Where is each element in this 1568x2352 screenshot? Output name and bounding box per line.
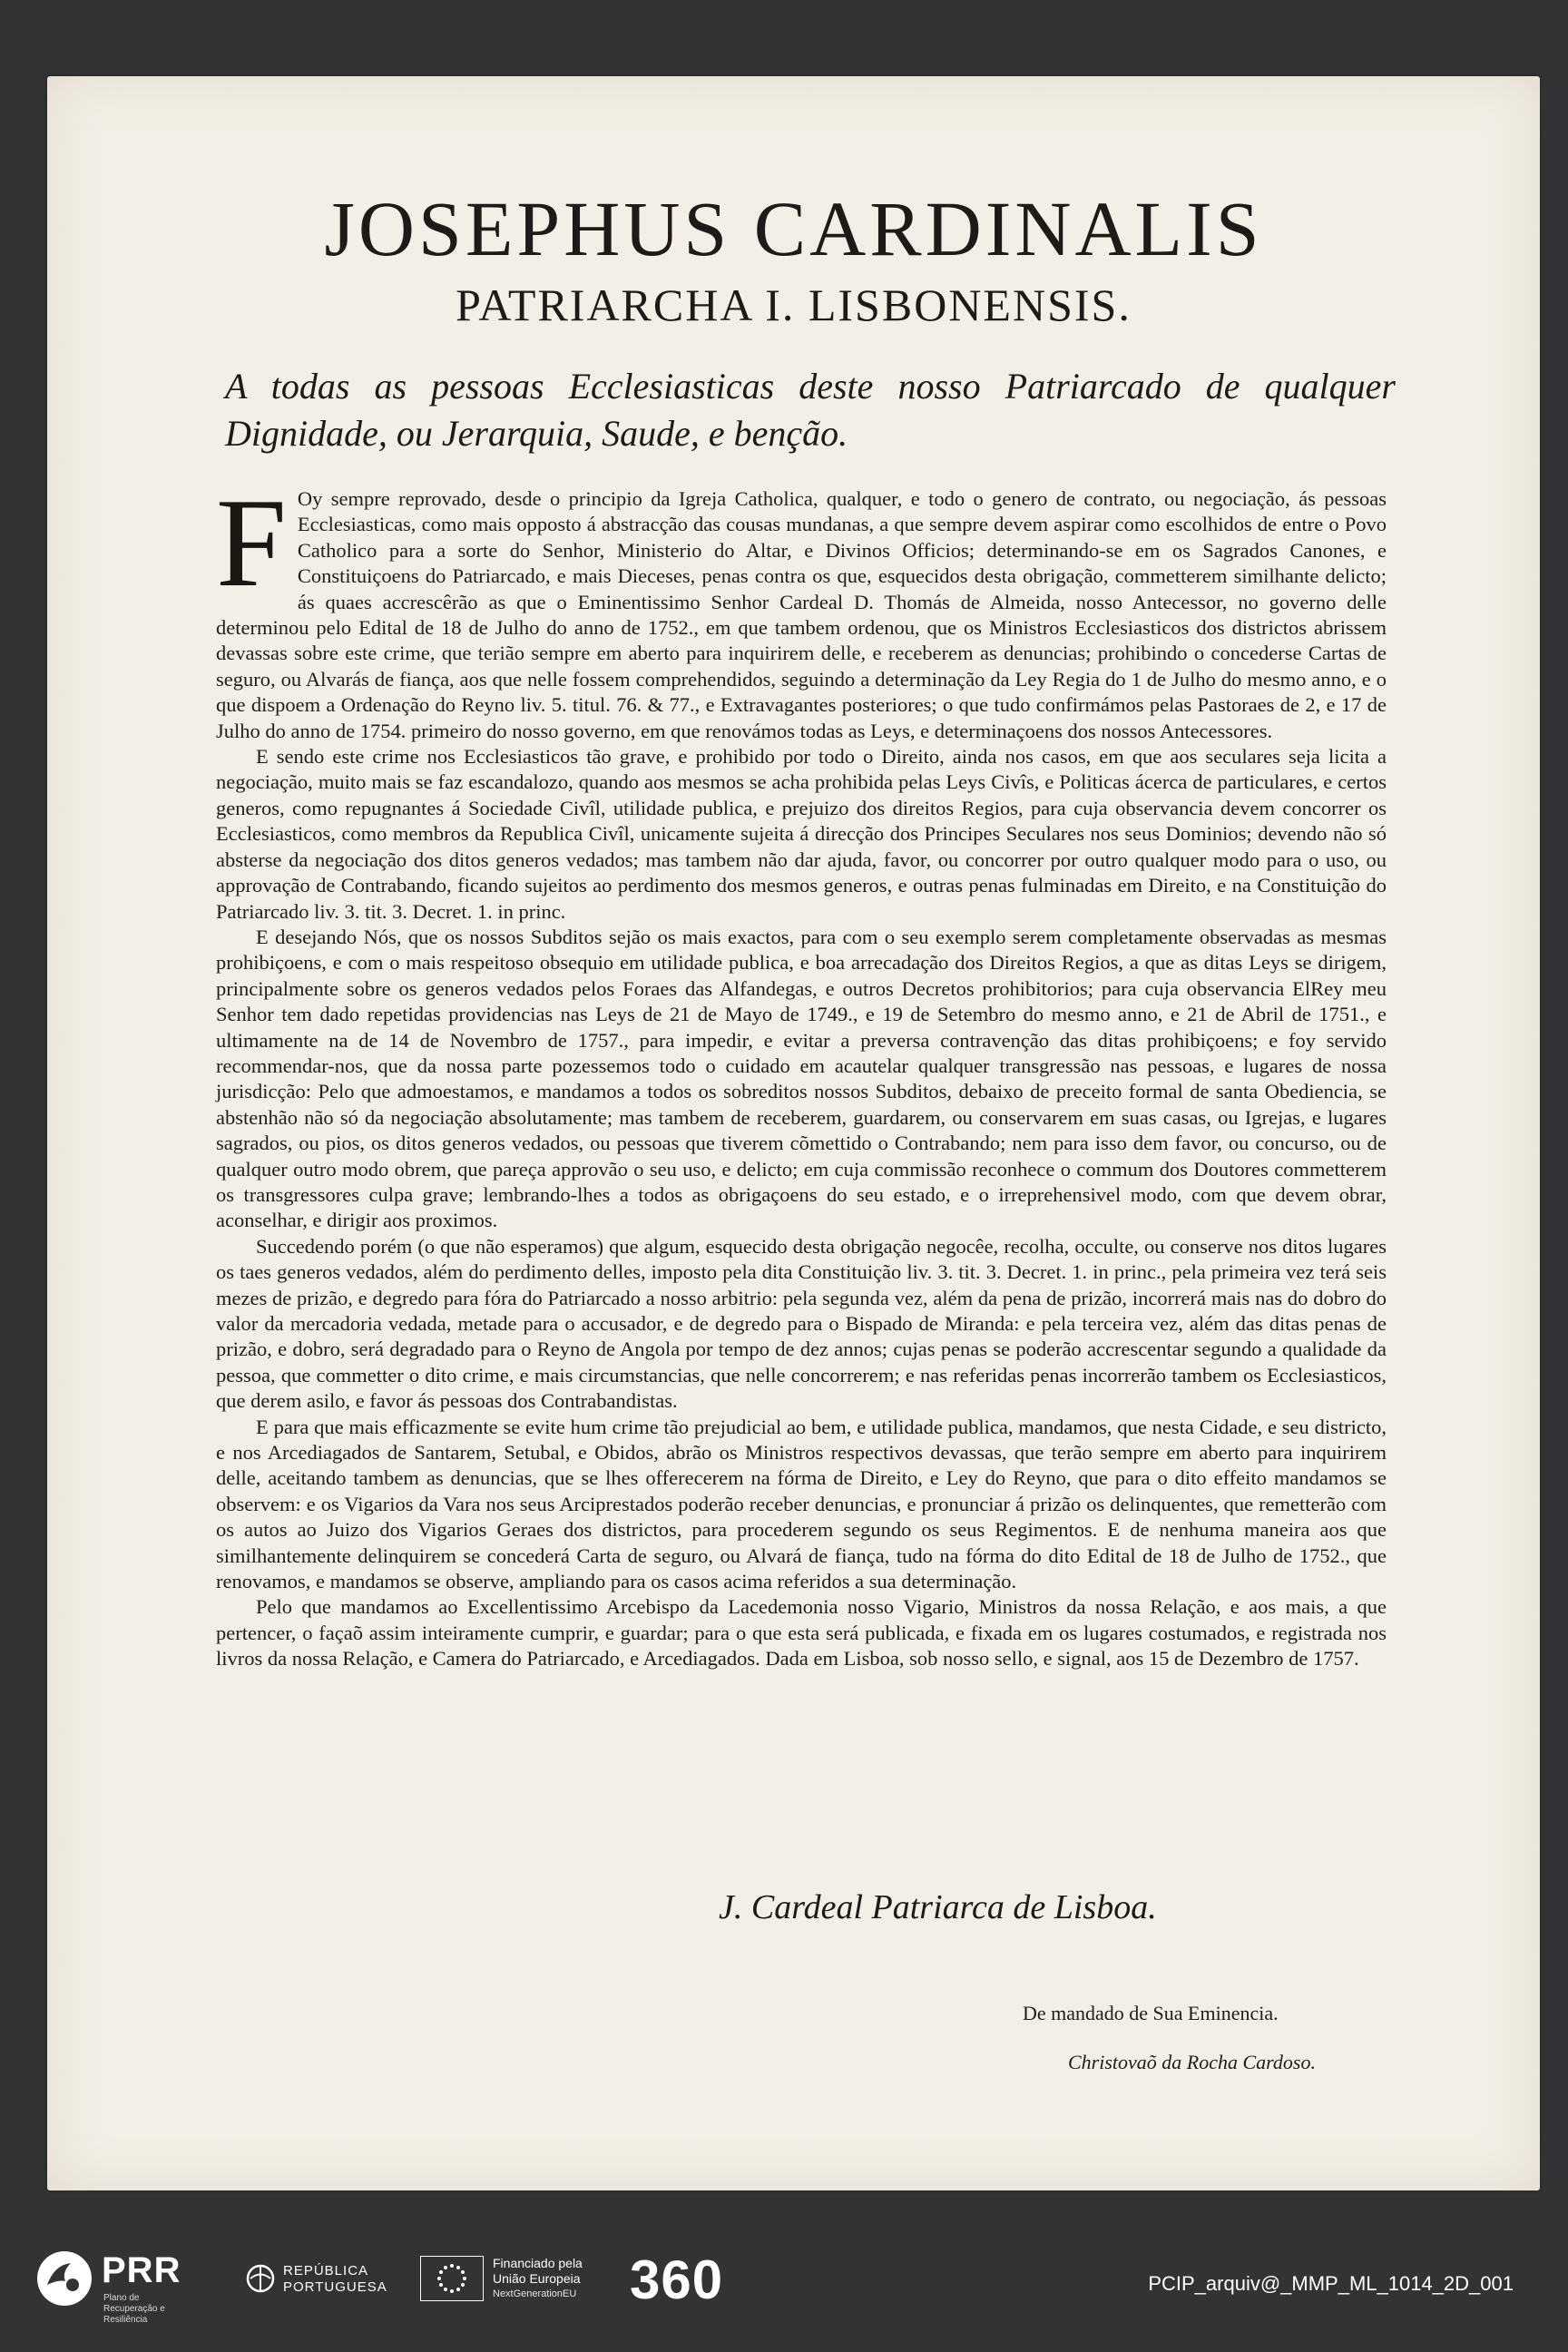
republica-line: REPÚBLICA — [283, 2263, 369, 2278]
document-subtitle: PATRIARCHA I. LISBONENSIS. — [456, 279, 1132, 330]
paragraph: E para que mais efficazmente se evite hum crime tão prejudicial ao bem, e utilidade publica, mandamos, que nesta Cidade, e seu districto, e nos Arcediagados de Santarem, Setubal, e Obidos, abrão os Ministros respectivos devassas, que terão sempre em aberto para inquirirem delle, aceitando tambem as denuncias, que se lhes offerecerem na fórma de Direito, e Ley do Reyno, que para o dito effeito mandamos se observem: e os Vigarios da Vara nos seus Arciprestados poderão receber denuncias, e pronunciar á prizão os delinquentes, que remetterão com os autos ao Juizo dos Vigarios Geraes dos districtos, para procederem segundo os seus Regimentos. E de nenhuma maneira aos que similhantemente delinquirem se concederá Carta de seguro, ou Alvará de fiança, tudo na fórma do dito Edital de 18 de Julho de 1752., que renovamos, e mandamos se observe, ampliando para os casos acima referidos a sua determinação. — [216, 1415, 1387, 1593]
secretary-signature: Christovaõ da Rocha Cardoso. — [1068, 2051, 1316, 2073]
eu-line-2: União Europeia — [493, 2271, 581, 2286]
paragraph: Succedendo porém (o que não esperamos) que algum, esquecido desta obrigação negocêe, recolha, occulte, ou conserve nos ditos lugares os taes generos vedados, além do perdimento delles, imposto pela dita Constituição liv. 3. tit. 3. Decret. 1. in princ., pela primeira vez terá seis mezes de prizão, e degredo para fóra do Patriarcado a nosso arbitrio: pela segunda vez, além da pena de prizão, incorrerá mais nas do dobro do valor da mercadoria vedada, metade para o accusador, e de degredo para o Bispado de Miranda: e pela terceira vez, além das ditas penas de prizão, e dobro, será degradado para o Reyno de Angola por tempo de dez annos; cujas penas se poderão accrescentar segundo a qualidade da pessoa, que commetter o dito crime, e mais circumstancias, que nelle concorrerem; e nas referidas penas incorrerão tambem os Ecclesiasticos, que derem asilo, e favor ás pessoas dos Contrabandistas. — [216, 1234, 1387, 1413]
portuguesa-line: PORTUGUESA — [283, 2279, 387, 2295]
document-sheet — [47, 76, 1540, 2190]
eu-funding-label — [493, 2256, 583, 2302]
order-line: De mandado de Sua Eminencia. — [1023, 2002, 1279, 2024]
republica-portuguesa-label — [283, 2263, 387, 2296]
paragraph: Pelo que mandamos ao Excellentissimo Arcebispo da Lacedemonia nosso Vigario, Ministros da nossa Relação, e aos mais, a que pertencer, o façaõ assim inteiramente cumprir, e guardar; para o que esta será publicada, e fixada em os lugares costumados, e registrada nos livros da nossa Relação, e Camera do Patriarcado, e Arcediagados. Dada em Lisboa, sob nosso sello, e signal, aos 15 de Dezembro de 1757. — [216, 1595, 1387, 1671]
paragraph: E desejando Nós, que os nossos Subditos sejão os mais exactos, para com o seu exemplo serem completamente observadas as mesmas prohibiçoens, e com o mais respeitoso obsequio em utilidade publica, e boa arrecadação dos Direitos Regios, a que as ditas Leys se dirigem, principalmente sobre os generos vedados pelos Foraes das Alfandegas, e outros Decretos prohibitorios; para cuja observancia ElRey meu Senhor tem dado repetidas providencias nas Leys de 21 de Mayo de 1749., e 19 de Setembro do mesmo anno, e 21 de Abril de 1751., e ultimamente na de 14 de Novembro de 1757., para impedir, e evitar a preversa contravenção das ditas prohibiçoens; e foy servido recommendar-nos, que da nossa parte pozessemos todo o cuidado em acautelar qualquer transgressão nas pessoas, e lugares de nossa jurisdicção: Pelo que admoestamos, e mandamos a todos os sobreditos nossos Subditos, debaixo de preceito formal de santa Obediencia, se abstenhão não só da negociação absolutamente; mas tambem de receberem, guardarem, ou conservarem em suas casas, ou Igrejas, e lugares sagrados, ou pios, os ditos generos vedados, ou pessoas que tiverem cõmettido o Contrabando; nem para isso dem favor, ou concurso, ou de qualquer outro modo obrem, que pareça approvão o seu uso, e delicto; em cuja commissão reconhece o commum dos Doutores commetterem os transgressores culpa grave; lembrando-lhes a todos as obrigaçoens do seu estado, e o irreprehensivel modo, com que devem obrar, aconselhar, e dirigir aos proximos. — [216, 925, 1387, 1232]
badge-360: 360 — [630, 2249, 724, 2310]
cardinal-signature: J. Cardeal Patriarca de Lisboa. — [719, 1888, 1157, 1926]
republica-portuguesa-icon — [245, 2263, 276, 2294]
salutation: A todas as pessoas Ecclesiasticas deste nosso Patriarcado de qualquer Dignidade, ou Jerarquia, Saude, e benção. — [225, 366, 1396, 454]
drop-cap: F — [216, 473, 287, 613]
eu-flag-icon — [420, 2256, 484, 2301]
paragraph — [216, 473, 1387, 744]
document-title: JOSEPHUS CARDINALIS — [324, 185, 1263, 272]
prr-subtitle: Plano de Recuperação e Resiliência — [103, 2293, 165, 2325]
prr-acronym: PRR — [102, 2250, 181, 2290]
prr-logo-icon — [34, 2249, 94, 2308]
paragraph: E sendo este crime nos Ecclesiasticos tão grave, e prohibido por todo o Direito, ainda nos casos, em que aos seculares seja licita a negociação, muito mais se faz escandalozo, quando aos mesmos se acha prohibida pelas Leys Civîs, e Politicas ácerca de particulares, e certos generos, como repugnantes á Sociedade Civîl, utilidade publica, e prejuizo dos direitos Regios, para cuja observancia devem concorrer os Ecclesiasticos, como membros da Republica Civîl, unicamente sujeita á direcção dos Principes Seculares nos seus Dominios; devendo não só absterse da negociação dos ditos generos vedados; mas tambem não dar ajuda, favor, ou concorrer por outro qualquer modo para o uso, ou approvação de Contrabando, ficando sujeitos ao perdimento dos mesmos generos, e outras penas fulminadas em Direito, e na Constituição do Patriarcado liv. 3. tit. 3. Decret. 1. in princ. — [216, 745, 1387, 923]
document-body — [216, 473, 1387, 1672]
paragraph-text: Oy sempre reprovado, desde o principio da Igreja Catholica, qualquer, e todo o genero de contrato, ou negociação, ás pessoas Ecclesiasticas, como mais opposto á abstracção das cousas mundanas, a que sempre devem aspirar como escolhidos de entre o Povo Catholico para a sorte do Senhor, Ministerio do Altar, e Divinos Officios; determinando-se em os Sagrados Canones, e Constituiçoens do Patriarcado, e mais Dieceses, penas contra os que, esquecidos desta obrigação, commetterem similhante delicto; ás quaes accrescêrão as que o Eminentissimo Senhor Cardeal D. Thomás de Almeida, nosso Antecessor, no governo delle determinou pelo Edital de 18 de Julho do anno de 1752., em que tambem ordenou, que os Ministros Ecclesiasticos dos districtos abrissem devassas sobre este crime, que terião sempre em aberto para inquirirem delle, e receberem as denuncias; prohibindo o concederse Cartas de seguro, ou Alvarás de fiança, aos que nelle fossem comprehendidos, seguindo a determinação da Ley Regia do 1 de Julho do mesmo anno, e o que dispoem a Ordenação do Reyno liv. 5. titul. 76. & 77., e Extravagantes posteriores; o que tudo confirmámos pelas Pastoraes de 2, e 17 de Julho do anno de 1754. primeiro do nosso governo, em que renovámos todas as Leys, e determinaçoens dos nossos Antecessores. — [216, 487, 1387, 742]
eu-line-1: Financiado pela — [493, 2256, 583, 2270]
archive-identifier: PCIP_arquiv@_MMP_ML_1014_2D_001 — [1148, 2272, 1514, 2295]
eu-line-3: NextGenerationEU — [493, 2288, 577, 2299]
